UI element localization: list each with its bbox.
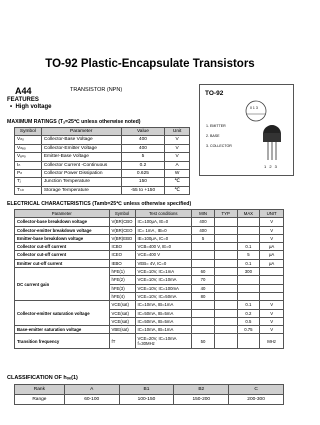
table-row (15, 153, 190, 161)
max-cell: 0.1 (237, 243, 260, 251)
table-row (15, 259, 284, 267)
max-cell: 0.2 (237, 309, 260, 317)
unit-cell: W (165, 170, 190, 178)
rank-cell: B1 (119, 385, 174, 395)
value-cell: 0.625 (121, 170, 165, 178)
max-cell (237, 234, 260, 242)
symbol-cell: hFE(1) (109, 268, 135, 276)
value-cell: 5 (121, 153, 165, 161)
condition-cell: IE=100μA, IC=0 (135, 234, 192, 242)
min-cell: 80 (192, 292, 215, 300)
feature-item (10, 104, 51, 110)
max-cell (237, 284, 260, 292)
max-cell (237, 276, 260, 284)
typ-cell (214, 301, 237, 309)
unit-cell: ℃ (165, 186, 190, 194)
typ-cell (214, 218, 237, 226)
symbol-cell: VCE(sat) (109, 309, 135, 317)
dc-gain-label: DC current gain (15, 268, 110, 301)
condition-cell: IC=10mA, IB=1mA (135, 301, 192, 309)
parameter-cell: Collector-base breakdown voltage (15, 218, 110, 226)
parameter-cell: Emitter-base breakdown voltage (15, 234, 110, 242)
max-cell (237, 292, 260, 300)
unit-cell: V (165, 144, 190, 152)
unit-cell: V (260, 326, 284, 334)
symbol-cell: hFE(3) (109, 284, 135, 292)
pin-numbers: 1 2 3 (264, 164, 278, 169)
typ-cell (214, 268, 237, 276)
header-cell: Test conditions (135, 210, 192, 218)
features-heading: FEATURES (7, 97, 39, 103)
symbol-cell: ICBO (109, 243, 135, 251)
header-cell: MAX (237, 210, 260, 218)
typ-cell (214, 226, 237, 234)
value-cell: 400 (121, 136, 165, 144)
typ-cell (214, 251, 237, 259)
range-cell: 100-150 (119, 395, 174, 405)
condition-cell: VCE=10V, IC=100mA (135, 284, 192, 292)
header-cell: Parameter (15, 210, 110, 218)
rank-cell: B2 (174, 385, 229, 395)
range-cell: 150-200 (174, 395, 229, 405)
min-cell: 400 (192, 218, 215, 226)
min-cell: 40 (192, 284, 215, 292)
value-cell: 0.2 (121, 161, 165, 169)
parameter-cell: Collector-Emitter Voltage (41, 144, 121, 152)
table-header-row (15, 385, 284, 395)
typ-cell (214, 317, 237, 325)
header-cell: Value (121, 128, 165, 136)
max-cell (237, 334, 260, 349)
min-cell: 400 (192, 226, 215, 234)
header-cell: Symbol (15, 128, 42, 136)
unit-cell (260, 292, 284, 300)
min-cell (192, 317, 215, 325)
parameter-cell: Base-emitter saturation voltage (15, 326, 110, 334)
symbol-cell: Pₙ (15, 170, 42, 178)
condition-cell: IC=10mA, IB=1mA (135, 326, 192, 334)
typ-cell (214, 259, 237, 267)
table-header-row (15, 128, 190, 136)
symbol-cell: Vₑₙₒ (15, 153, 42, 161)
table-row (15, 334, 284, 349)
unit-cell: μA (260, 243, 284, 251)
min-cell: 70 (192, 276, 215, 284)
unit-cell (260, 284, 284, 292)
unit-cell: V (260, 301, 284, 309)
unit-cell: V (165, 136, 190, 144)
header-cell: Symbol (109, 210, 135, 218)
table-row (15, 161, 190, 169)
rank-cell: C (229, 385, 284, 395)
parameter-cell: Collector cut-off current (15, 243, 110, 251)
symbol-cell: Iₙ (15, 161, 42, 169)
min-cell (192, 243, 215, 251)
table-row (15, 234, 284, 242)
unit-cell: μA (260, 259, 284, 267)
package-diagram (199, 84, 294, 176)
header-cell: UNIT (260, 210, 284, 218)
feature-bullet: • (10, 104, 13, 110)
symbol-cell: hFE(4) (109, 292, 135, 300)
unit-cell: V (260, 226, 284, 234)
package-label: TO-92 (205, 90, 224, 97)
feature-text: High voltage (15, 104, 52, 110)
unit-cell: V (260, 218, 284, 226)
symbol-cell: VCE(sat) (109, 301, 135, 309)
table-row (15, 186, 190, 194)
typ-cell (214, 334, 237, 349)
typ-cell (214, 234, 237, 242)
min-cell: 50 (192, 334, 215, 349)
symbol-cell: Tⱼ (15, 178, 42, 186)
symbol-cell: VCE(sat) (109, 317, 135, 325)
condition-cell: VCE=400 V (135, 251, 192, 259)
parameter-cell: Junction Temperature (41, 178, 121, 186)
max-cell: 0.1 (237, 301, 260, 309)
unit-cell (260, 276, 284, 284)
max-ratings-heading: MAXIMUM RATINGS (Tₐ=25℃ unless otherwise noted) (7, 119, 141, 125)
parameter-cell: Collector-emitter breakdown voltage (15, 226, 110, 234)
header-cell: Unit (165, 128, 190, 136)
condition-cell: VCE=10V, IC=1mA (135, 268, 192, 276)
table-row (15, 226, 284, 234)
typ-cell (214, 284, 237, 292)
symbol-cell: ICEO (109, 251, 135, 259)
table-row (15, 144, 190, 152)
range-cell: 60-100 (64, 395, 119, 405)
symbol-cell: VBE(sat) (109, 326, 135, 334)
unit-cell: μA (260, 251, 284, 259)
unit-cell: A (165, 161, 190, 169)
table-row (15, 395, 284, 405)
max-ratings-table (14, 127, 190, 195)
condition-cell: IC=50mA, IB=5mA (135, 317, 192, 325)
max-cell: 5 (237, 251, 260, 259)
rank-cell: A (64, 385, 119, 395)
min-cell (192, 301, 215, 309)
min-cell (192, 251, 215, 259)
table-row (15, 326, 284, 334)
header-cell: TYP (214, 210, 237, 218)
top-view-pin-labels: 0 1 3 (250, 106, 258, 110)
symbol-cell: IEBO (109, 259, 135, 267)
parameter-cell: Collector Power Dissipation (41, 170, 121, 178)
pin-2-label: 2. BASE (206, 134, 220, 138)
min-cell: 5 (192, 234, 215, 242)
unit-cell: V (260, 234, 284, 242)
range-cell: 200-300 (229, 395, 284, 405)
typ-cell (214, 276, 237, 284)
max-cell: 300 (237, 268, 260, 276)
condition-cell: VCB=400 V, IE=0 (135, 243, 192, 251)
table-row (15, 218, 284, 226)
min-cell (192, 259, 215, 267)
classification-table (14, 384, 284, 405)
parameter-cell: Emitter cut-off current (15, 259, 110, 267)
table-row (15, 268, 284, 276)
min-cell (192, 309, 215, 317)
condition-cell: VCE=20V, IC=10mA f=30MHz (135, 334, 192, 349)
symbol-cell: V(BR)EBO (109, 234, 135, 242)
unit-cell: MHz (260, 334, 284, 349)
typ-cell (214, 326, 237, 334)
electrical-heading: ELECTRICAL CHARACTERISTICS (Tamb=25℃ unless otherwise specified) (7, 201, 192, 207)
value-cell: 400 (121, 144, 165, 152)
part-description: TRANSISTOR (NPN) (70, 87, 123, 93)
table-row (15, 170, 190, 178)
symbol-cell: Vₙₑₒ (15, 144, 42, 152)
table-row (15, 178, 190, 186)
unit-cell (260, 268, 284, 276)
classification-heading: CLASSIFICATION OF hₒₑ(1) (7, 375, 78, 381)
typ-cell (214, 309, 237, 317)
condition-cell: IC=100μA, IE=0 (135, 218, 192, 226)
header-cell: MIN (192, 210, 215, 218)
electrical-table (14, 209, 284, 349)
max-cell: 0.1 (237, 259, 260, 267)
unit-cell: V (260, 309, 284, 317)
condition-cell: VCE=10V, IC=50mA (135, 292, 192, 300)
min-cell: 60 (192, 268, 215, 276)
saturation-label: Collector-emitter saturation voltage (15, 301, 110, 326)
table-row (15, 243, 284, 251)
symbol-cell: V(BR)CBO (109, 218, 135, 226)
parameter-cell: Collector Current -Continuous (41, 161, 121, 169)
unit-cell: ℃ (165, 178, 190, 186)
unit-cell: V (165, 153, 190, 161)
unit-cell: V (260, 317, 284, 325)
parameter-cell: Collector-Base Voltage (41, 136, 121, 144)
symbol-cell: Vₙₒ (15, 136, 42, 144)
table-header-row (15, 210, 284, 218)
range-label: Range (15, 395, 65, 405)
page-title: TO-92 Plastic-Encapsulate Transistors (45, 58, 255, 70)
condition-cell: VCE=10V, IC=10mA (135, 276, 192, 284)
parameter-cell: Collector cut-off current (15, 251, 110, 259)
table-row (15, 251, 284, 259)
value-cell: 150 (121, 178, 165, 186)
typ-cell (214, 243, 237, 251)
max-cell: 0.5 (237, 317, 260, 325)
header-cell: Parameter (41, 128, 121, 136)
pin-3-label: 3. COLLECTOR (206, 144, 232, 148)
part-number: A44 (15, 86, 32, 96)
parameter-cell: Emitter-Base Voltage (41, 153, 121, 161)
symbol-cell: V(BR)CEO (109, 226, 135, 234)
max-cell (237, 226, 260, 234)
symbol-cell: Tₛₜₗ (15, 186, 42, 194)
typ-cell (214, 292, 237, 300)
pin-list (206, 121, 232, 151)
pin-1-label: 1. EMITTER (206, 124, 226, 128)
rank-label: Rank (15, 385, 65, 395)
max-cell (237, 218, 260, 226)
table-row (15, 136, 190, 144)
parameter-cell: Storage Temperature (41, 186, 121, 194)
parameter-cell: Transition frequency (15, 334, 110, 349)
condition-cell: VEB= 4V, IC=0 (135, 259, 192, 267)
table-row (15, 301, 284, 309)
condition-cell: IC= 1mA , IB=0 (135, 226, 192, 234)
value-cell: -55 to +150 (121, 186, 165, 194)
min-cell (192, 326, 215, 334)
transistor-body-icon (260, 120, 284, 162)
max-cell: 0.75 (237, 326, 260, 334)
condition-cell: IC=50mA, IB=5mA (135, 309, 192, 317)
symbol-cell: hFE(2) (109, 276, 135, 284)
symbol-cell: fT (109, 334, 135, 349)
